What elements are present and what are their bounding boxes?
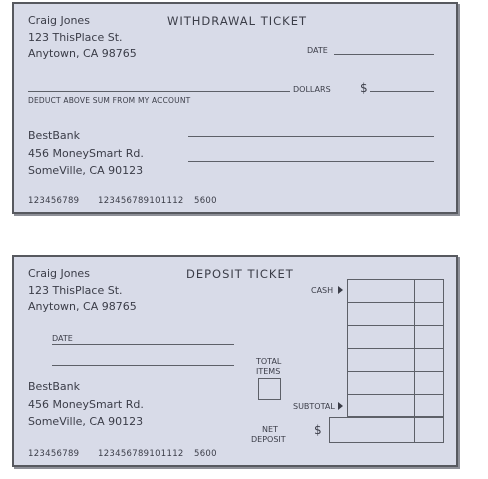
deposit-net-dollar-sign: $	[314, 423, 322, 437]
deposit-total-items-label-line2: ITEMS	[256, 367, 281, 376]
deposit-net-label-line2: DEPOSIT	[251, 435, 286, 444]
deposit-net-divider	[414, 418, 415, 442]
deposit-amount-grid	[347, 279, 444, 417]
withdrawal-bank-name: BestBank	[28, 129, 80, 142]
withdrawal-signature-line-1[interactable]	[188, 136, 434, 137]
deposit-date-line[interactable]	[52, 344, 234, 345]
deposit-net-amount-box[interactable]	[329, 417, 444, 443]
withdrawal-amount-words-line[interactable]	[28, 91, 290, 92]
deposit-total-items-label-line1: TOTAL	[256, 357, 282, 366]
withdrawal-bank-street: 456 MoneySmart Rd.	[28, 147, 144, 160]
deposit-cash-arrow-icon	[338, 286, 343, 294]
withdrawal-amount-line[interactable]	[370, 91, 434, 92]
deposit-bank-street: 456 MoneySmart Rd.	[28, 398, 144, 411]
withdrawal-check-number: 5600	[194, 196, 217, 206]
deposit-ticket	[12, 255, 458, 467]
deposit-cash-label: CASH	[311, 286, 334, 295]
deposit-grid-row	[348, 394, 443, 395]
deposit-net-label-line1: NET	[262, 425, 278, 434]
deposit-check-number: 5600	[194, 449, 217, 459]
deposit-grid-row	[348, 325, 443, 326]
withdrawal-owner-name: Craig Jones	[28, 14, 90, 27]
withdrawal-dollar-sign: $	[360, 81, 368, 95]
withdrawal-account-number: 123456789101112	[98, 196, 184, 206]
deposit-grid-row	[348, 302, 443, 303]
deposit-account-number: 123456789101112	[98, 449, 184, 459]
deposit-date-label: DATE	[52, 334, 73, 343]
withdrawal-deduct-label: DEDUCT ABOVE SUM FROM MY ACCOUNT	[28, 96, 191, 105]
deposit-owner-city: Anytown, CA 98765	[28, 300, 137, 313]
withdrawal-routing-number: 123456789	[28, 196, 80, 206]
withdrawal-title: WITHDRAWAL TICKET	[167, 14, 308, 28]
withdrawal-signature-line-2[interactable]	[188, 161, 434, 162]
deposit-subtotal-arrow-icon	[338, 402, 343, 410]
withdrawal-owner-city: Anytown, CA 98765	[28, 47, 137, 60]
deposit-grid-row	[348, 371, 443, 372]
withdrawal-date-line[interactable]	[334, 54, 434, 55]
deposit-subtotal-label: SUBTOTAL	[293, 402, 335, 411]
withdrawal-date-label: DATE	[307, 46, 328, 55]
deposit-grid-row	[348, 348, 443, 349]
deposit-routing-number: 123456789	[28, 449, 80, 459]
deposit-owner-street: 123 ThisPlace St.	[28, 284, 123, 297]
deposit-bank-name: BestBank	[28, 380, 80, 393]
withdrawal-dollars-label: DOLLARS	[293, 85, 331, 94]
withdrawal-ticket	[12, 2, 458, 214]
withdrawal-owner-street: 123 ThisPlace St.	[28, 31, 123, 44]
deposit-title: DEPOSIT TICKET	[186, 267, 294, 281]
withdrawal-bank-city: SomeVille, CA 90123	[28, 164, 144, 177]
deposit-total-items-box[interactable]	[258, 378, 281, 400]
deposit-signature-line[interactable]	[52, 365, 234, 366]
deposit-bank-city: SomeVille, CA 90123	[28, 415, 144, 428]
deposit-owner-name: Craig Jones	[28, 267, 90, 280]
